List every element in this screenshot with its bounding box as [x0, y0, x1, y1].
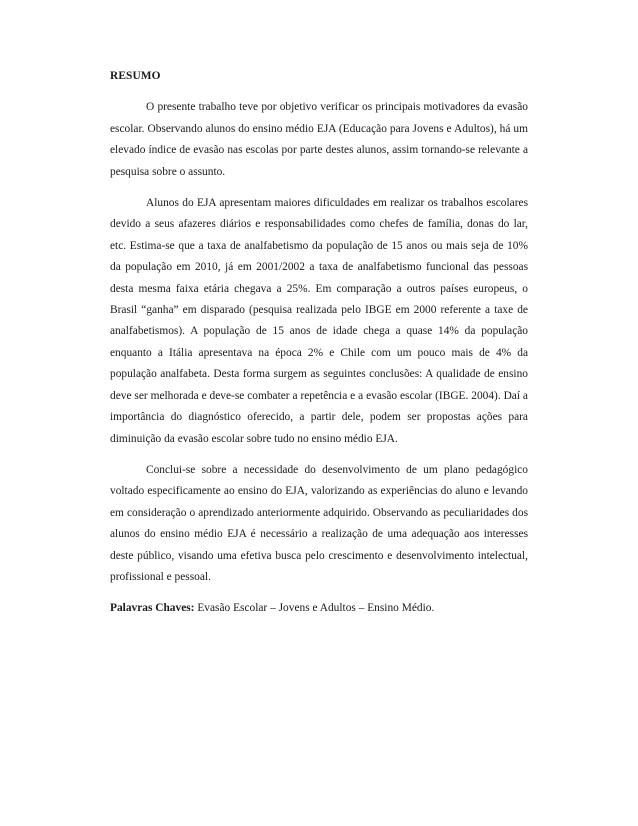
- abstract-paragraph-3: Conclui-se sobre a necessidade do desenvolvimento de um plano pedagógico voltado especificamente ao ensino do EJA, valorizando as experiências do aluno e levando em consideração o aprendizado anteriormente adquirido. Observando as peculiaridades dos alunos do ensino médio EJA é necessário a realização de uma adequação aos interesses deste público, visando uma efetiva busca pelo crescimento e desenvolvimento intelectual, profissional e pessoal.: [110, 463, 528, 583]
- abstract-heading: RESUMO: [110, 70, 161, 82]
- keywords-text: Evasão Escolar – Jovens e Adultos – Ensino Médio.: [194, 602, 435, 615]
- abstract-paragraph-2: Alunos do EJA apresentam maiores dificuldades em realizar os trabalhos escolares devido a seus afazeres diários e responsabilidades como chefes de família, donas do lar, etc. Estima-se que a taxa de analfabetismo da população de 15 anos ou mais seja de 10% da população em 2010, já em 2001/2002 a taxa de analfabetismo funcional das pessoas desta mesma faixa etária chegava a 25%. Em comparação a outros países europeus, o Brasil “ganha” em disparado (pesquisa realizada pelo IBGE em 2000 referente a taxe de analfabetismos). A população de 15 anos de idade chega a quase 14% da população enquanto a Itália apresentava na época 2% e Chile com um pouco mais de 4% da população analfabeta. Desta forma surgem as seguintes conclusões: A qualidade de ensino deve ser melhorada e deve-se combater a repetência e a evasão escolar (IBGE. 2004). Daí a importância do diagnóstico oferecido, a partir dele, podem ser propostas ações para diminuição da evasão escolar sobre tudo no ensino médio EJA.: [110, 197, 528, 445]
- abstract-section: [110, 66, 528, 620]
- abstract-paragraph-1: O presente trabalho teve por objetivo verificar os principais motivadores da evasão escolar. Observando alunos do ensino médio EJA (Educação para Jovens e Adultos), há um elevado índice de evasão nas escolas por parte destes alunos, assim tornando-se relevante a pesquisa sobre o assunto.: [110, 101, 528, 178]
- keywords-label: Palavras Chaves:: [110, 602, 195, 615]
- keywords-line: [110, 598, 528, 619]
